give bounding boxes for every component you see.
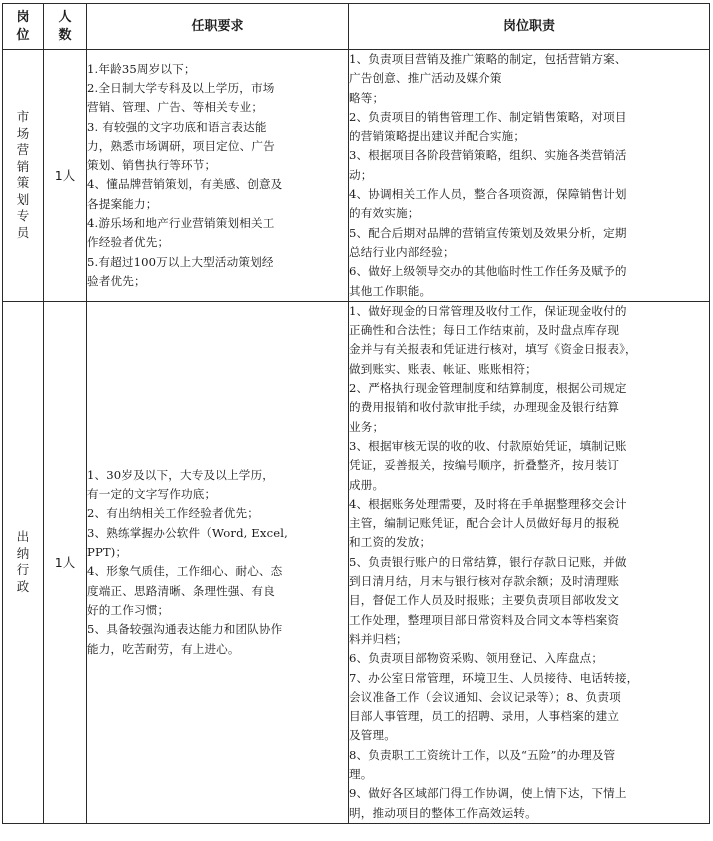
header-row [3, 4, 710, 50]
header-requirements: 任职要求 [87, 4, 349, 50]
requirements-cell: 1、30岁及以下，大专及以上学历， 有一定的文字写作功底； 2、有出纳相关工作经验者优先； 3、熟练掌握办公软件（Word, Excel, PPT)； 4、形象气质佳，工作细心、耐心、态 度端正、思路清晰、条理性强、有良 好的工作习惯； 5、具备较强沟通表达能力和团队协作 能力，吃苦耐劳，有上进心。 [87, 301, 349, 823]
table-row [3, 50, 710, 302]
duties-cell: 1、做好现金的日常管理及收付工作，保证现金收付的 正确性和合法性；每日工作结束前，及时盘点库存现 金并与有关报表和凭证进行核对，填写《资金日报表》， 做到账实、账表、帐证、账账相符； 2、严格执行现金管理制度和结算制度，根据公司规定 的费用报销和收付款审批手续，办理现金及银行结算 业务； 3、根据审核无误的收的收、付款原始凭证，填制记账 凭证，妥善报关，按编号顺序，折叠整齐，按月装订 成册。 4、根据账务处理需要，及时将在手单据整理移交会计 主管，编制记账凭证，配合会计人员做好每月的报税 和工资的发放； 5、负责银行账户的日常结算，银行存款日记账，并做 到日清月结，月末与银行核对存款余额；及时清理账 目，督促工作人员及时报账；主要负责项目部收发文 工作处理，整理项目部日常资料及合同文本等档案资 料并归档； 6、负责项目部物资采购、领用登记、入库盘点； 7、办公室日常管理，环境卫生、人员接待、电话转接， 会议准备工作（会议通知、会议记录等）；8、负责项 目部人事管理，员工的招聘、录用，人事档案的建立 及管理。 8、负责职工工资统计工作，以及“五险”的办理及管 理。 9、做好各区域部门得工作协调，使上情下达，下情上 明，推动项目的整体工作高效运转。 [349, 301, 710, 823]
header-duties: 岗位职责 [349, 4, 710, 50]
position-cell: 市 场 营 销 策 划 专 员 [3, 50, 44, 302]
requirements-cell: 1.年龄35周岁以下； 2.全日制大学专科及以上学历，市场 营销、管理、广告、等相关专业； 3. 有较强的文字功底和语言表达能 力，熟悉市场调研，项目定位、广告 策划、销售执行等环节； 4、懂品牌营销策划，有美感、创意及 各提案能力； 4.游乐场和地产行业营销策划相关工 作经验者优先； 5.有超过100万以上大型活动策划经 验者优先； [87, 50, 349, 302]
duties-cell: 1、负责项目营销及推广策略的制定，包括营销方案、 广告创意、推广活动及媒介策 略等； 2、负责项目的销售管理工作、制定销售策略，对项目 的营销策略提出建议并配合实施； 3、根据项目各阶段营销策略，组织、实施各类营销活 动； 4、协调相关工作人员，整合各项资源，保障销售计划 的有效实施； 5、配合后期对品牌的营销宣传策划及效果分析，定期 总结行业内部经验； 6、做好上级领导交办的其他临时性工作任务及赋予的 其他工作职能。 [349, 50, 710, 302]
header-count: 人 数 [44, 4, 87, 50]
job-requirements-table [2, 3, 710, 824]
count-cell: 1人 [44, 50, 87, 302]
table-row [3, 301, 710, 823]
count-cell: 1人 [44, 301, 87, 823]
header-position: 岗 位 [3, 4, 44, 50]
position-cell: 出 纳 行 政 [3, 301, 44, 823]
